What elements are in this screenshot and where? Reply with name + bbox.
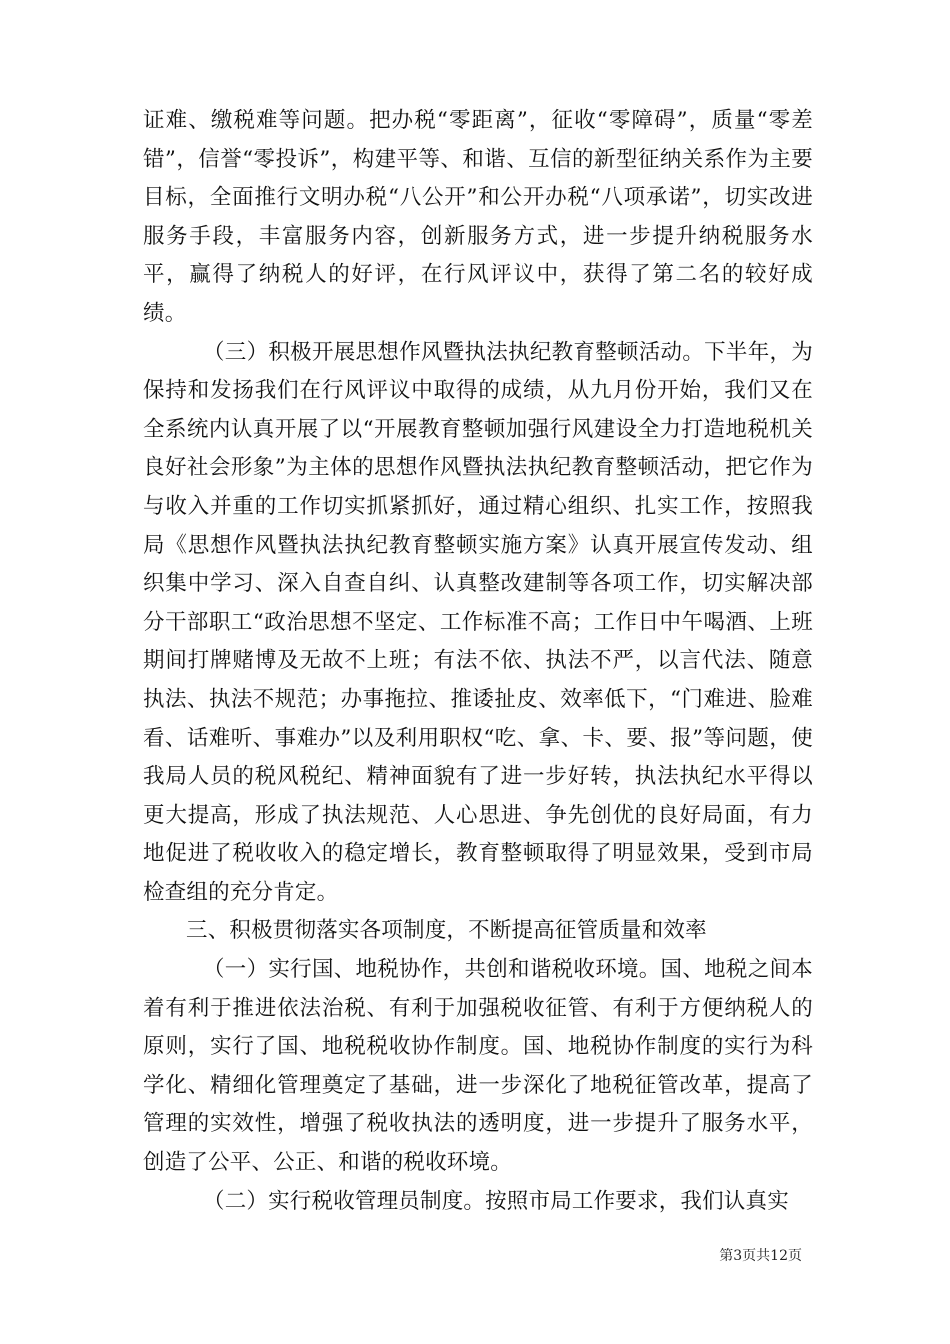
paragraph-sub-one: （一）实行国、地税协作，共创和谐税收环境。国、地税之间本着有利于推进依法治税、有利于加强税收征管、有利于方便纳税人的原则，实行了国、地税税收协作制度。国、地税协作制度的实行为科学化、精细化管理奠定了基础，进一步深化了地税征管改革，提高了管理的实效性，增强了税收执法的透明度，进一步提升了服务水平，创造了公平、公正、和谐的税收环境。 (143, 957, 813, 1176)
paragraph-continuation: 证难、缴税难等问题。把办税“零距离”，征收“零障碍”，质量“零差错”，信誉“零投诉”，构建平等、和谐、互信的新型征纳关系作为主要目标，全面推行文明办税“八公开”和公开办税“八项承诺”，切实改进服务手段，丰富服务内容，创新服务方式，进一步提升纳税服务水平，赢得了纳税人的好评，在行风评议中，获得了第二名的较好成绩。 (143, 108, 813, 326)
document-body (143, 102, 813, 1221)
paragraph-sub-two: （二）实行税收管理员制度。按照市局工作要求，我们认真实 (203, 1188, 789, 1214)
paragraph-section-three-sub: （三）积极开展思想作风暨执法执纪教育整顿活动。下半年，为保持和发扬我们在行风评议中取得的成绩，从九月份开始，我们又在全系统内认真开展了以“开展教育整顿加强行风建设全力打造地税机关良好社会形象”为主体的思想作风暨执法执纪教育整顿活动，把它作为与收入并重的工作切实抓紧抓好，通过精心组织、扎实工作，按照我局《思想作风暨执法执纪教育整顿实施方案》认真开展宣传发动、组织集中学习、深入自查自纠、认真整改建制等各项工作，切实解决部分干部职工“政治思想不坚定、工作标准不高；工作日中午喝酒、上班期间打牌赌博及无故不上班；有法不依、执法不严，以言代法、随意执法、执法不规范；办事拖拉、推诿扯皮、效率低下，“门难进、脸难看、话难听、事难办”以及利用职权“吃、拿、卡、要、报”等问题，使我局人员的税风税纪、精神面貌有了进一步好转，执法执纪水平得以更大提高，形成了执法规范、人心思进、争先创优的良好局面，有力地促进了税收收入的稳定增长，教育整顿取得了明显效果，受到市局检查组的充分肯定。 (143, 339, 813, 905)
page-number-footer: 第3页共12页 (719, 1248, 802, 1264)
paragraph-heading-three: 三、积极贯彻落实各项制度，不断提高征管质量和效率 (186, 918, 707, 944)
